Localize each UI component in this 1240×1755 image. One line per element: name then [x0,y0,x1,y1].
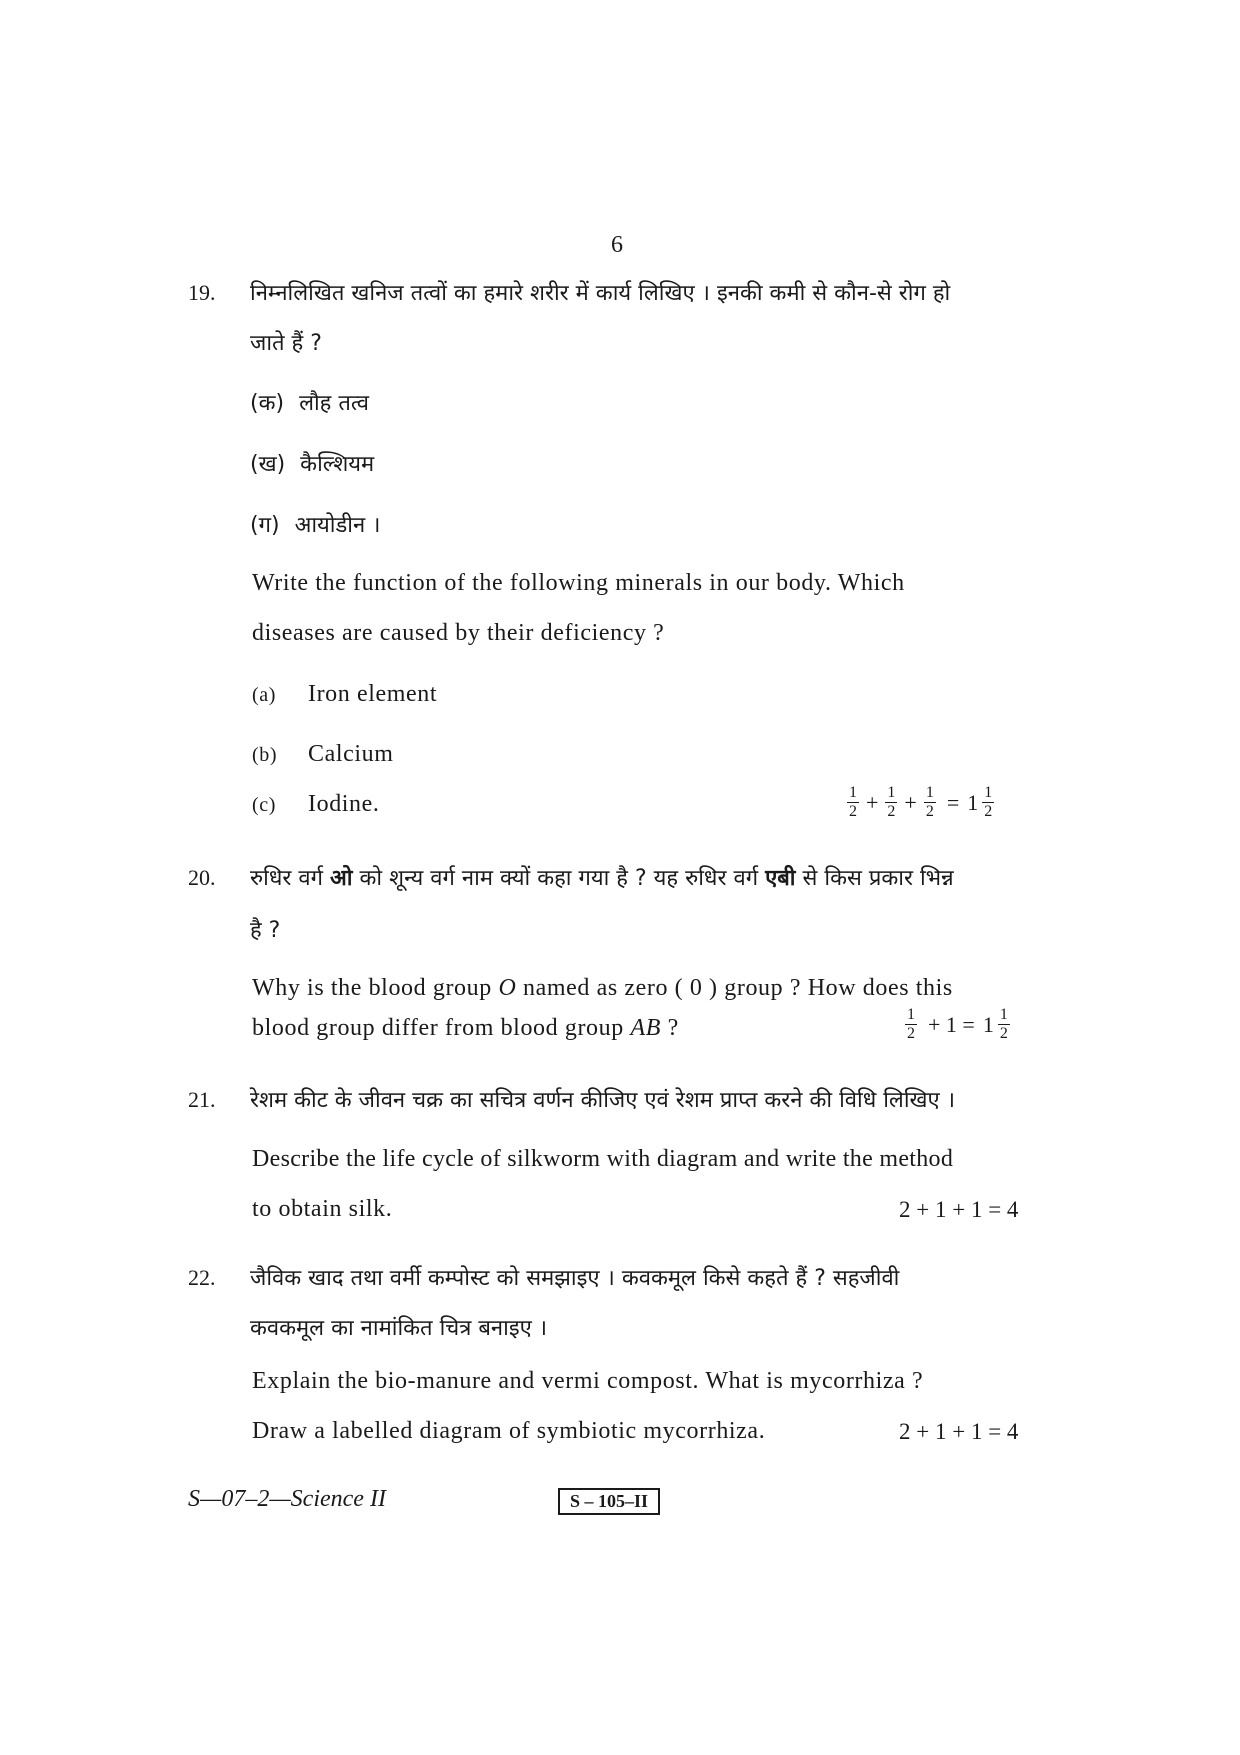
option-text: Iron element [308,681,438,707]
question-number: 19. [188,280,216,305]
option-label: (c) [252,794,276,816]
fraction: $\frac{1}{2}$ [907,1006,915,1042]
fraction: $\frac{1}{2}$ [984,784,993,820]
english-question-text [252,570,1052,597]
english-question-text: diseases are caused by their deficiency ? [252,620,665,646]
fraction: $\frac{1}{2}$ [887,784,896,820]
marks-allocation: $\frac{1}{2}$ + 1 = 1 $\frac{1}{2}$ [907,1006,1008,1042]
option-label: (ख) [250,452,286,477]
hindi-question-text: निम्नलिखित खनिज तत्वों का हमारे शरीर में कार्य लिखिए । इनकी कमी से कौन-से रोग हो [250,281,951,306]
option-label: (b) [252,744,278,766]
hindi-option [250,509,381,539]
line-text: Write the function of the following minerals in our body. Which [252,570,905,596]
hindi-question-text: रेशम कीट के जीवन चक्र का सचित्र वर्णन कीजिए एवं रेशम प्राप्त करने की विधि लिखिए । [250,1088,956,1113]
option-text: लौह तत्व [299,391,369,416]
english-option [252,791,380,818]
english-question-text: Draw a labelled diagram of symbiotic mycorrhiza. [252,1418,766,1444]
marks-allocation: 2 + 1 + 1 = 4 [899,1197,1019,1222]
option-text: Iodine. [308,791,380,817]
option-label: (क) [250,391,285,416]
english-question-text: Describe the life cycle of silkworm with diagram and write the method [252,1146,954,1172]
option-label: (ग) [250,513,280,538]
english-option [252,681,437,708]
hindi-question-text: है ? [250,918,281,943]
option-label: (a) [252,684,276,706]
footer-paper-code: S—07–2—Science II [188,1486,386,1512]
english-question-text: to obtain silk. [252,1196,393,1222]
hindi-option [250,387,369,417]
english-question-text: Why is the blood group O named as zero ( 0 ) group ? How does this [252,975,953,1001]
fraction: $\frac{1}{2}$ [999,1006,1008,1042]
marks-allocation: $\frac{1}{2}$ + $\frac{1}{2}$ + $\frac{1}{2}$ = 1 $\frac{1}{2}$ [849,784,993,820]
hindi-question-text: जाते हैं ? [250,331,322,356]
fraction: $\frac{1}{2}$ [849,784,857,820]
question-number: 22. [188,1265,216,1290]
option-text: आयोडीन । [294,513,381,538]
english-option [252,741,394,768]
page-number: 6 [611,232,623,258]
english-question-text: Explain the bio-manure and vermi compost. What is mycorrhiza ? [252,1368,924,1394]
hindi-question-text: रुधिर वर्ग ओ को शून्य वर्ग नाम क्यों कहा गया है ? यह रुधिर वर्ग एबी से किस प्रकार भिन्न [250,866,954,891]
marks-allocation: 2 + 1 + 1 = 4 [899,1419,1019,1444]
option-text: कैल्शियम [300,452,375,477]
hindi-option [250,448,374,478]
fraction: $\frac{1}{2}$ [925,784,934,820]
question-number: 20. [188,865,216,890]
english-question-text: blood group differ from blood group AB ? [252,1015,679,1041]
hindi-question-text: जैविक खाद तथा वर्मी कम्पोस्ट को समझाइए । कवकमूल किसे कहते हैं ? सहजीवी [250,1266,900,1291]
question-number: 21. [188,1087,216,1112]
option-text: Calcium [308,741,394,767]
hindi-question-text: कवकमूल का नामांकित चित्र बनाइए । [250,1316,548,1341]
footer-code-box: S – 105–II [558,1488,660,1515]
